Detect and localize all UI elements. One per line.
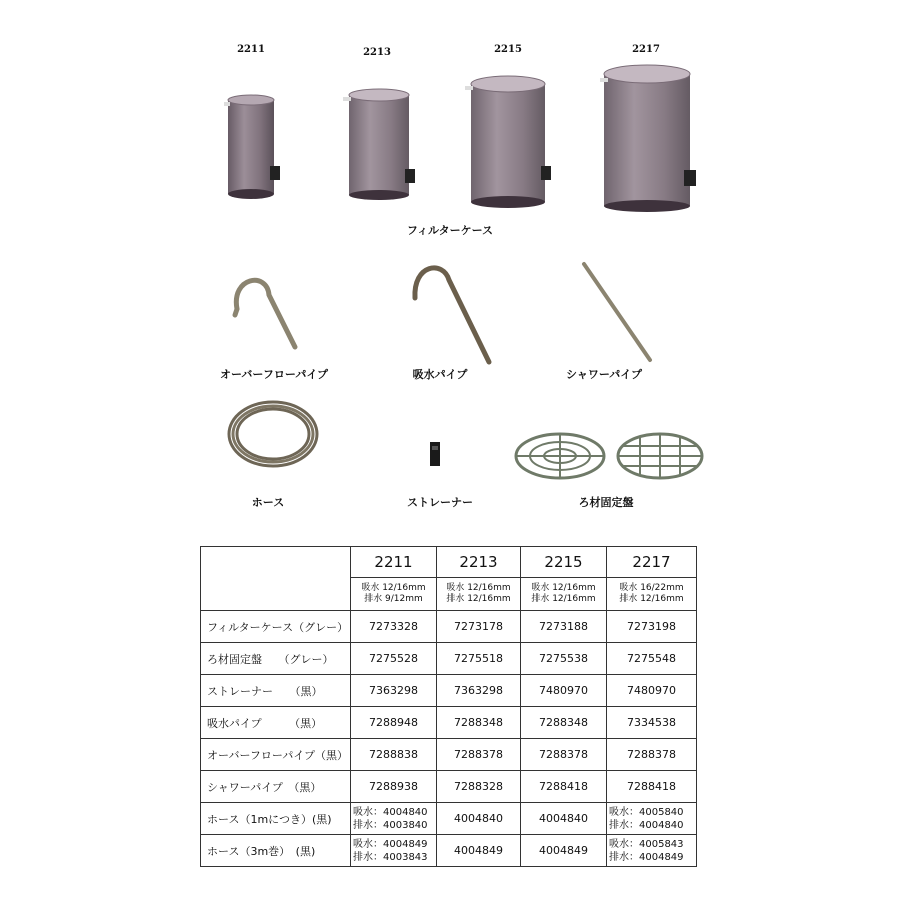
table-row bbox=[201, 643, 697, 675]
table-header-2213: 2213 bbox=[437, 547, 521, 578]
part-number: 7363298 bbox=[437, 675, 521, 707]
table-header-2217: 2217 bbox=[607, 547, 697, 578]
row-label: 吸水パイプ （黒） bbox=[201, 707, 351, 739]
table-row bbox=[201, 675, 697, 707]
row-label: フィルターケース（グレー） bbox=[201, 611, 351, 643]
table-header-2215: 2215 bbox=[521, 547, 607, 578]
table-corner-cell bbox=[201, 547, 351, 611]
part-number: 7288838 bbox=[351, 739, 437, 771]
canister-2213-image bbox=[343, 85, 423, 200]
canister-2211-image bbox=[218, 90, 288, 200]
row-label: シャワーパイプ （黒） bbox=[201, 771, 351, 803]
part-number: 7363298 bbox=[351, 675, 437, 707]
overflow-pipe-image bbox=[225, 265, 305, 355]
hose-part-numbers: 吸水：4004849 排水：4003843 bbox=[351, 835, 437, 867]
row-label: ホース（3m巻） (黒) bbox=[201, 835, 351, 867]
filter-case-caption: フィルターケース bbox=[406, 224, 494, 237]
part-number: 7275518 bbox=[437, 643, 521, 675]
part-number: 4004849 bbox=[437, 835, 521, 867]
part-number: 7273178 bbox=[437, 611, 521, 643]
part-number: 7288938 bbox=[351, 771, 437, 803]
media-plate-image bbox=[510, 428, 710, 488]
row-label: ストレーナー （黒） bbox=[201, 675, 351, 707]
table-row bbox=[201, 707, 697, 739]
table-header-2211: 2211 bbox=[351, 547, 437, 578]
model-label-2215: 2215 bbox=[494, 44, 522, 55]
table-row bbox=[201, 611, 697, 643]
spec-cell-2215: 吸水 12/16mm 排水 12/16mm bbox=[521, 578, 607, 611]
part-number: 7288418 bbox=[607, 771, 697, 803]
row-label: オーバーフローパイプ（黒） bbox=[201, 739, 351, 771]
part-number: 7288418 bbox=[521, 771, 607, 803]
hose-caption: ホース bbox=[251, 496, 285, 509]
intake-pipe-caption: 吸水パイプ bbox=[412, 368, 468, 381]
part-number: 7275538 bbox=[521, 643, 607, 675]
hose-part-numbers: 吸水：4005843 排水：4004849 bbox=[607, 835, 697, 867]
part-number: 7288348 bbox=[521, 707, 607, 739]
table-header-row bbox=[201, 547, 697, 578]
part-number: 7273198 bbox=[607, 611, 697, 643]
overflow-pipe-caption: オーバーフローパイプ bbox=[219, 368, 329, 381]
strainer-image bbox=[426, 440, 446, 470]
model-label-2213: 2213 bbox=[363, 47, 391, 58]
model-label-2211: 2211 bbox=[237, 44, 265, 55]
part-number: 7275528 bbox=[351, 643, 437, 675]
table-row bbox=[201, 803, 697, 835]
canister-2215-image bbox=[465, 72, 555, 207]
part-number: 7275548 bbox=[607, 643, 697, 675]
spec-cell-2217: 吸水 16/22mm 排水 12/16mm bbox=[607, 578, 697, 611]
intake-pipe-image bbox=[405, 258, 495, 368]
part-number: 7480970 bbox=[521, 675, 607, 707]
part-number: 7288378 bbox=[437, 739, 521, 771]
strainer-caption: ストレーナー bbox=[407, 496, 473, 509]
hose-image bbox=[225, 396, 325, 476]
part-number: 4004840 bbox=[521, 803, 607, 835]
table-row bbox=[201, 739, 697, 771]
part-number: 7273328 bbox=[351, 611, 437, 643]
hose-part-numbers: 吸水：4004840 排水：4003840 bbox=[351, 803, 437, 835]
spec-cell-2213: 吸水 12/16mm 排水 12/16mm bbox=[437, 578, 521, 611]
shower-pipe-caption: シャワーパイプ bbox=[566, 368, 642, 381]
part-number: 7480970 bbox=[607, 675, 697, 707]
table-row bbox=[201, 835, 697, 867]
part-number: 7334538 bbox=[607, 707, 697, 739]
canister-2217-image bbox=[600, 62, 700, 212]
spec-cell-2211: 吸水 12/16mm 排水 9/12mm bbox=[351, 578, 437, 611]
part-number: 7288378 bbox=[521, 739, 607, 771]
part-number: 7288378 bbox=[607, 739, 697, 771]
part-number: 4004840 bbox=[437, 803, 521, 835]
part-number: 7273188 bbox=[521, 611, 607, 643]
part-number: 7288948 bbox=[351, 707, 437, 739]
row-label: ホース（1mにつき）(黒) bbox=[201, 803, 351, 835]
media-plate-caption: ろ材固定盤 bbox=[578, 496, 634, 509]
part-number: 7288348 bbox=[437, 707, 521, 739]
part-number: 4004849 bbox=[521, 835, 607, 867]
part-number: 7288328 bbox=[437, 771, 521, 803]
parts-table bbox=[200, 546, 697, 867]
model-label-2217: 2217 bbox=[632, 44, 660, 55]
hose-part-numbers: 吸水：4005840 排水：4004840 bbox=[607, 803, 697, 835]
row-label: ろ材固定盤 （グレー） bbox=[201, 643, 351, 675]
shower-pipe-image bbox=[578, 260, 658, 365]
table-row bbox=[201, 771, 697, 803]
